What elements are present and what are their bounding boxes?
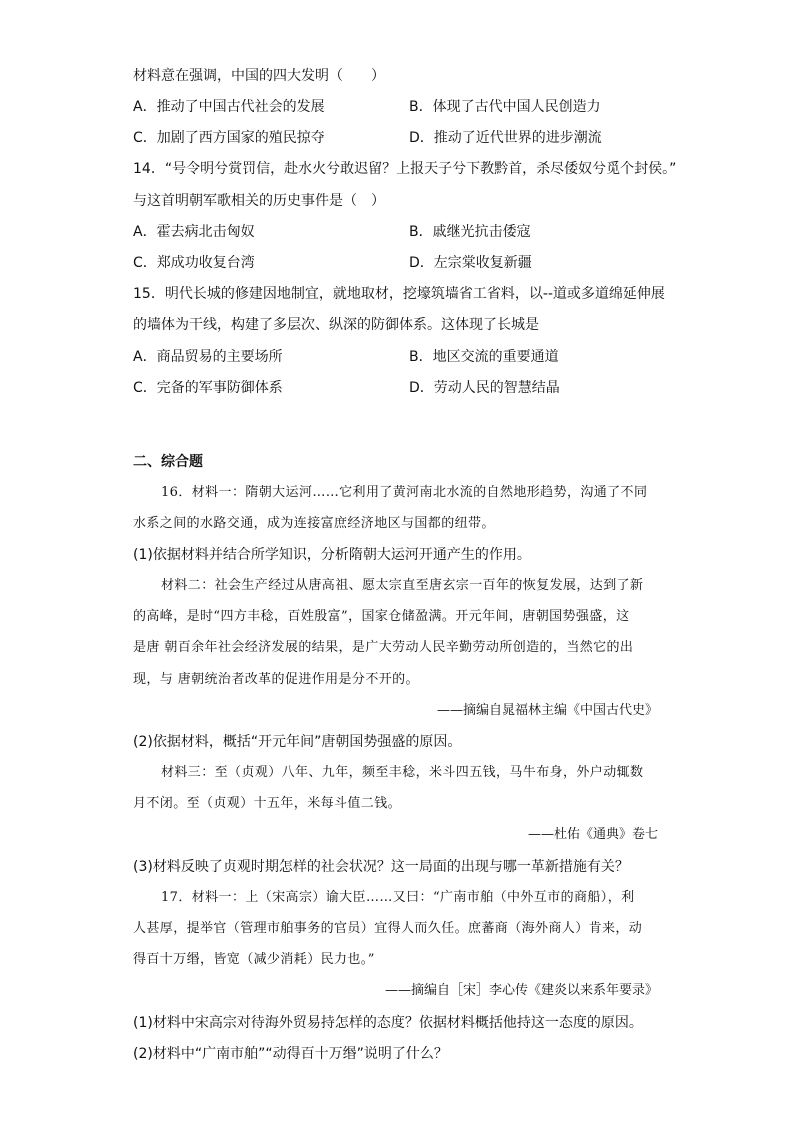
q17-material-1-source: ——摘编自［宋］李心传《建炎以来系年要录》: [384, 983, 658, 998]
q13-option-b[interactable]: B．体现了古代中国人民创造力: [409, 99, 601, 115]
q13-option-a[interactable]: A．推动了中国古代社会的发展: [133, 99, 325, 115]
q16-material-3-line-2: 月不闭。至（贞观）十五年，米每斗值二钱。: [133, 796, 402, 811]
q16-material-2-line-2: 的高峰，是时“四方丰稔，百姓殷富”，国家仓储盈满。开元年间，唐朝国势强盛，这: [133, 609, 630, 624]
q15-option-b[interactable]: B．地区交流的重要通道: [409, 349, 559, 365]
q15-option-c[interactable]: C．完备的军事防御体系: [133, 380, 283, 396]
q14-stem-line-1: 14．“号令明兮赏罚信，赴水火兮敢迟留？上报天子兮下教黔首，杀尽倭奴兮觅个封侯。”: [133, 161, 677, 177]
q15-option-a[interactable]: A．商品贸易的主要场所: [133, 349, 283, 365]
q17-material-1-line-2: 人甚厚，提举官（管理市舶事务的官员）宜得人而久任。庶蕃商（海外商人）肯来，动: [133, 921, 643, 936]
q16-material-3-line-1: 材料三：至（贞观）八年、九年，频至丰稔，米斗四五钱，马牛布身，外户动辄数: [161, 765, 644, 780]
q13-options-row-1: [133, 97, 713, 117]
q14-option-b[interactable]: B．戚继光抗击倭寇: [409, 224, 531, 240]
q17-sub-question-2: (2)材料中“广南市舶”“动得百十万缗”说明了什么？: [133, 1046, 448, 1062]
section-title: 二、综合题: [133, 454, 203, 470]
q15-options-row-1: [133, 347, 713, 367]
q16-material-1-line-2: 水系之间的水路交通，成为连接富庶经济地区与国都的纽带。: [133, 516, 495, 531]
q13-option-d[interactable]: D．推动了近代世界的进步潮流: [409, 130, 602, 146]
q14-option-d[interactable]: D．左宗棠收复新疆: [409, 255, 532, 271]
q16-sub-question-2: (2)依据材料，概括“开元年间”唐朝国势强盛的原因。: [133, 734, 462, 750]
q15-stem-line-1: 15．明代长城的修建因地制宜，就地取材，挖壕筑墙省工省料，以--道或多道绵延伸展: [133, 286, 665, 302]
q14-option-a[interactable]: A．霍去病北击匈奴: [133, 224, 255, 240]
q13-options-row-2: [133, 128, 713, 148]
q17-material-1-line-1: 17．材料一：上（宋高宗）谕大臣……又曰：“广南市舶（中外互市的商船），利: [161, 890, 635, 905]
q17-material-1-line-3: 得百十万缗，皆宽（减少消耗）民力也。”: [133, 952, 375, 967]
q15-stem-line-2: 的墙体为干线，构建了多层次、纵深的防御体系。这体现了长城是: [133, 317, 539, 333]
q15-options-row-2: [133, 378, 713, 398]
q16-sub-question-3: (3)材料反映了贞观时期怎样的社会状况？这一局面的出现与哪一革新措施有关？: [133, 859, 629, 875]
q16-material-3-source: ——杜佑《通典》卷七: [527, 827, 658, 842]
q17-sub-question-1: (1)材料中宋高宗对待海外贸易持怎样的态度？依据材料概括他持这一态度的原因。: [133, 1015, 643, 1031]
q16-material-2-source: ——摘编自晁福林主编《中国古代史》: [436, 703, 658, 718]
q14-stem-line-2: 与这首明朝军歌相关的历史事件是（ ）: [133, 193, 385, 209]
q14-options-row-2: [133, 253, 713, 273]
q16-sub-question-1: (1)依据材料并结合所学知识，分析隋朝大运河开通产生的作用。: [133, 547, 531, 563]
q14-option-c[interactable]: C．郑成功收复台湾: [133, 255, 255, 271]
q14-options-row-1: [133, 222, 713, 242]
q16-material-2-line-4: 现，与 唐朝统治者改革的促进作用是分不开的。: [133, 672, 419, 687]
q16-material-2-line-3: 是唐 朝百余年社会经济发展的结果，是广大劳动人民辛勤劳动所创造的，当然它的出: [133, 640, 634, 655]
q15-option-d[interactable]: D．劳动人民的智慧结晶: [409, 380, 560, 396]
q13-option-c[interactable]: C．加剧了西方国家的殖民掠夺: [133, 130, 325, 146]
q16-material-1-line-1: 16．材料一：隋朝大运河……它利用了黄河南北水流的自然地形趋势，沟通了不同: [161, 485, 648, 500]
q16-material-2-line-1: 材料二：社会生产经过从唐高祖、愿太宗直至唐玄宗一百年的恢复发展，达到了新: [161, 578, 644, 593]
q13-stem-end: 材料意在强调，中国的四大发明（ ）: [133, 68, 385, 84]
